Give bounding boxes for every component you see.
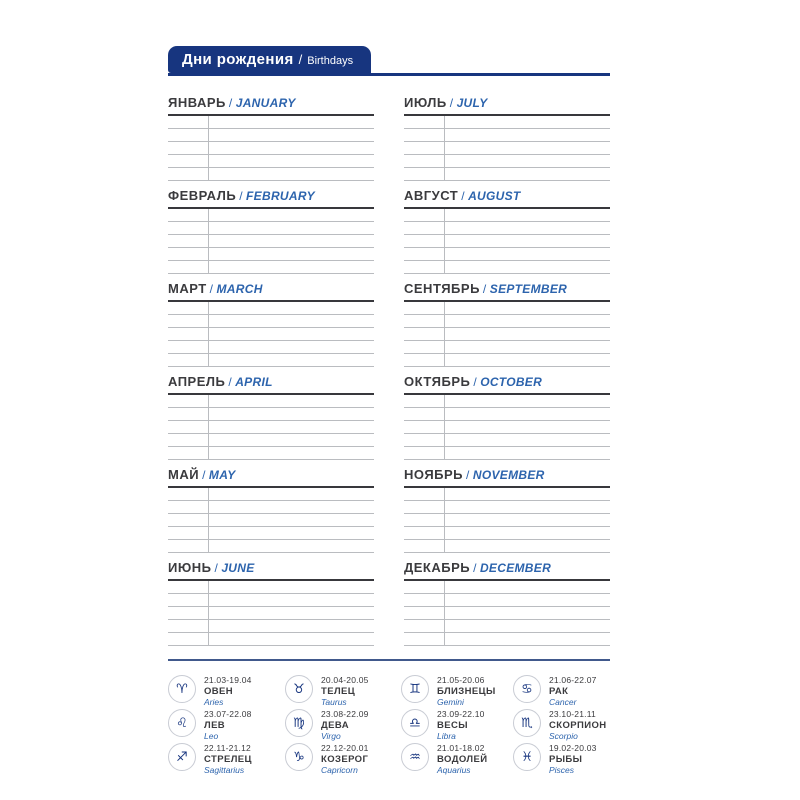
writing-line	[404, 341, 610, 354]
zodiac-name-en: Libra	[437, 731, 456, 741]
zodiac-circle	[168, 743, 196, 771]
zodiac-circle	[168, 709, 196, 737]
writing-line	[168, 222, 374, 235]
month-title	[168, 95, 374, 116]
month-title	[168, 188, 374, 209]
zodiac-circle	[285, 675, 313, 703]
zodiac-name-ru: ДЕВА	[321, 720, 349, 731]
zodiac-entry-text	[437, 743, 487, 776]
writing-line	[404, 222, 610, 235]
zodiac-entry-text	[437, 675, 496, 708]
zodiac-dates: 21.06-22.07	[549, 675, 597, 685]
writing-line	[404, 434, 610, 447]
pisces-icon: ♓	[521, 749, 533, 765]
writing-line	[168, 434, 374, 447]
months-column-right	[404, 95, 610, 653]
month-name-ru: ЯНВАРЬ	[168, 95, 226, 110]
zodiac-name-ru: РАК	[549, 686, 569, 697]
writing-line	[168, 209, 374, 222]
month-title	[404, 374, 610, 395]
month-name-en: JANUARY	[235, 96, 296, 110]
date-column-divider	[208, 488, 209, 553]
title-separator: /	[298, 52, 303, 67]
writing-line	[404, 209, 610, 222]
zodiac-column-4	[513, 675, 610, 777]
writing-line	[168, 341, 374, 354]
writing-line	[168, 315, 374, 328]
writing-line	[168, 408, 374, 421]
zodiac-table	[168, 675, 610, 777]
zodiac-dates: 23.08-22.09	[321, 709, 369, 719]
month-name-en: NOVEMBER	[472, 468, 545, 482]
page-title-tab	[168, 46, 371, 73]
month-name-ru: АВГУСТ	[404, 188, 459, 203]
month-separator: /	[449, 96, 454, 110]
writing-line	[404, 302, 610, 315]
page-title-en: Birthdays	[307, 55, 354, 67]
zodiac-entry-text	[437, 709, 485, 742]
zodiac-column-3	[401, 675, 513, 777]
writing-line	[404, 315, 610, 328]
writing-line	[404, 248, 610, 261]
zodiac-dates: 23.10-21.11	[549, 709, 596, 719]
virgo-icon: ♍	[293, 715, 305, 731]
zodiac-dates: 23.07-22.08	[204, 709, 252, 719]
zodiac-entry-gemini	[401, 675, 513, 709]
writing-line	[168, 155, 374, 168]
zodiac-name-en: Virgo	[321, 731, 341, 741]
zodiac-name-ru: ВЕСЫ	[437, 720, 468, 731]
month-separator: /	[228, 375, 233, 389]
month-name-en: AUGUST	[468, 189, 521, 203]
zodiac-name-ru: ТЕЛЕЦ	[321, 686, 356, 697]
month-block-february	[168, 188, 374, 274]
header-bar	[168, 46, 610, 76]
month-name-en: OCTOBER	[480, 375, 543, 389]
date-column-divider	[208, 209, 209, 274]
zodiac-entry-scorpio	[513, 709, 610, 743]
month-separator: /	[214, 561, 219, 575]
writing-line	[168, 421, 374, 434]
month-title	[404, 188, 610, 209]
libra-icon: ♎	[409, 715, 421, 731]
month-block-july	[404, 95, 610, 181]
month-separator: /	[228, 96, 233, 110]
writing-line	[168, 540, 374, 553]
writing-line	[168, 527, 374, 540]
zodiac-dates: 22.12-20.01	[321, 743, 369, 753]
ruled-writing-area	[168, 581, 374, 646]
writing-line	[168, 328, 374, 341]
month-name-ru: ИЮЛЬ	[404, 95, 447, 110]
writing-line	[168, 302, 374, 315]
zodiac-name-en: Leo	[204, 731, 219, 741]
month-name-en: APRIL	[235, 375, 273, 389]
aquarius-icon: ♒	[409, 749, 421, 765]
ruled-writing-area	[168, 395, 374, 460]
zodiac-circle	[513, 675, 541, 703]
date-column-divider	[444, 302, 445, 367]
writing-line	[168, 248, 374, 261]
zodiac-entry-leo	[168, 709, 285, 743]
writing-line	[404, 235, 610, 248]
writing-line	[404, 633, 610, 646]
zodiac-entry-text	[321, 675, 369, 708]
month-name-ru: ОКТЯБРЬ	[404, 374, 471, 389]
writing-line	[404, 501, 610, 514]
zodiac-dates: 21.05-20.06	[437, 675, 485, 685]
date-column-divider	[444, 395, 445, 460]
writing-line	[404, 421, 610, 434]
date-column-divider	[208, 395, 209, 460]
zodiac-entry-text	[321, 709, 369, 742]
month-block-december	[404, 560, 610, 646]
zodiac-dates: 19.02-20.03	[549, 743, 597, 753]
zodiac-name-en: Sagittarius	[204, 765, 245, 775]
date-column-divider	[208, 302, 209, 367]
month-block-january	[168, 95, 374, 181]
date-column-divider	[444, 488, 445, 553]
zodiac-name-ru: ВОДОЛЕЙ	[437, 754, 488, 765]
month-separator: /	[209, 282, 214, 296]
month-block-june	[168, 560, 374, 646]
zodiac-entry-taurus	[285, 675, 401, 709]
month-title	[168, 374, 374, 395]
zodiac-circle	[401, 709, 429, 737]
zodiac-entry-libra	[401, 709, 513, 743]
month-name-ru: СЕНТЯБРЬ	[404, 281, 480, 296]
zodiac-circle	[168, 675, 196, 703]
month-name-en: FEBRUARY	[246, 189, 315, 203]
zodiac-separator-line	[168, 659, 610, 661]
writing-line	[404, 261, 610, 274]
writing-line	[168, 129, 374, 142]
writing-line	[168, 488, 374, 501]
writing-line	[404, 514, 610, 527]
zodiac-entry-sagittarius	[168, 743, 285, 777]
month-separator: /	[473, 375, 478, 389]
month-name-ru: НОЯБРЬ	[404, 467, 464, 482]
zodiac-entry-text	[549, 743, 597, 776]
ruled-writing-area	[168, 209, 374, 274]
leo-icon: ♌	[176, 715, 188, 731]
month-separator: /	[466, 468, 470, 482]
writing-line	[168, 594, 374, 607]
zodiac-name-en: Scorpio	[549, 731, 578, 741]
taurus-icon: ♉	[293, 681, 305, 697]
month-name-ru: ИЮНЬ	[168, 560, 212, 575]
month-block-november	[404, 467, 610, 553]
zodiac-dates: 21.03-19.04	[204, 675, 252, 685]
date-column-divider	[444, 209, 445, 274]
ruled-writing-area	[404, 488, 610, 553]
month-separator: /	[482, 282, 487, 296]
ruled-writing-area	[168, 302, 374, 367]
zodiac-entry-cancer	[513, 675, 610, 709]
writing-line	[168, 261, 374, 274]
zodiac-entry-aries	[168, 675, 285, 709]
date-column-divider	[444, 116, 445, 181]
month-block-october	[404, 374, 610, 460]
writing-line	[404, 395, 610, 408]
ruled-writing-area	[404, 581, 610, 646]
zodiac-entry-text	[321, 743, 369, 776]
sagittarius-icon: ♐	[176, 749, 188, 765]
month-title	[168, 467, 374, 488]
writing-line	[404, 142, 610, 155]
zodiac-entry-text	[204, 743, 252, 776]
month-separator: /	[202, 468, 206, 482]
zodiac-name-ru: КОЗЕРОГ	[321, 754, 369, 765]
zodiac-entry-capricorn	[285, 743, 401, 777]
writing-line	[404, 488, 610, 501]
date-column-divider	[208, 116, 209, 181]
writing-line	[168, 501, 374, 514]
writing-line	[404, 129, 610, 142]
months-column-left	[168, 95, 374, 653]
month-block-april	[168, 374, 374, 460]
month-title	[404, 281, 610, 302]
month-title	[404, 467, 610, 488]
zodiac-entry-text	[204, 675, 252, 708]
writing-line	[404, 527, 610, 540]
zodiac-name-en: Gemini	[437, 697, 464, 707]
writing-line	[404, 408, 610, 421]
month-name-en: SEPTEMBER	[489, 282, 568, 296]
ruled-writing-area	[404, 116, 610, 181]
page-content	[168, 46, 610, 777]
zodiac-column-1	[168, 675, 285, 777]
writing-line	[404, 155, 610, 168]
zodiac-circle	[513, 709, 541, 737]
zodiac-name-en: Capricorn	[321, 765, 358, 775]
month-name-ru: ФЕВРАЛЬ	[168, 188, 237, 203]
months-grid	[168, 95, 610, 653]
scorpio-icon: ♏	[521, 715, 533, 731]
zodiac-entry-text	[549, 709, 607, 742]
zodiac-dates: 20.04-20.05	[321, 675, 369, 685]
zodiac-name-en: Cancer	[549, 697, 577, 707]
writing-line	[404, 168, 610, 181]
zodiac-entry-text	[204, 709, 252, 742]
zodiac-entry-virgo	[285, 709, 401, 743]
writing-line	[404, 447, 610, 460]
month-separator: /	[473, 561, 477, 575]
zodiac-name-ru: ОВЕН	[204, 686, 234, 697]
ruled-writing-area	[404, 209, 610, 274]
zodiac-dates: 21.01-18.02	[437, 743, 485, 753]
zodiac-circle	[513, 743, 541, 771]
zodiac-circle	[401, 675, 429, 703]
zodiac-circle	[285, 709, 313, 737]
zodiac-name-en: Aries	[204, 697, 224, 707]
month-separator: /	[239, 189, 244, 203]
writing-line	[168, 581, 374, 594]
writing-line	[168, 514, 374, 527]
month-title	[404, 560, 610, 581]
month-block-september	[404, 281, 610, 367]
zodiac-name-ru: СКОРПИОН	[549, 720, 607, 731]
month-separator: /	[461, 189, 466, 203]
zodiac-circle	[285, 743, 313, 771]
zodiac-dates: 22.11-21.12	[204, 743, 251, 753]
zodiac-dates: 23.09-22.10	[437, 709, 485, 719]
month-block-may	[168, 467, 374, 553]
month-name-ru: МАРТ	[168, 281, 207, 296]
writing-line	[404, 354, 610, 367]
capricorn-icon: ♑	[293, 749, 305, 765]
zodiac-name-en: Taurus	[321, 697, 347, 707]
zodiac-entry-aquarius	[401, 743, 513, 777]
month-name-ru: АПРЕЛЬ	[168, 374, 226, 389]
writing-line	[168, 395, 374, 408]
writing-line	[404, 581, 610, 594]
date-column-divider	[208, 581, 209, 646]
month-block-august	[404, 188, 610, 274]
writing-line	[404, 116, 610, 129]
month-name-en: MARCH	[216, 282, 263, 296]
month-name-en: DECEMBER	[479, 561, 552, 575]
writing-line	[168, 620, 374, 633]
zodiac-name-ru: РЫБЫ	[549, 754, 583, 765]
zodiac-circle	[401, 743, 429, 771]
writing-line	[404, 620, 610, 633]
month-title	[404, 95, 610, 116]
month-title	[168, 281, 374, 302]
zodiac-name-ru: БЛИЗНЕЦЫ	[437, 686, 496, 697]
ruled-writing-area	[168, 116, 374, 181]
month-name-ru: ДЕКАБРЬ	[404, 560, 471, 575]
writing-line	[168, 116, 374, 129]
ruled-writing-area	[168, 488, 374, 553]
writing-line	[168, 354, 374, 367]
writing-line	[168, 168, 374, 181]
writing-line	[404, 328, 610, 341]
writing-line	[168, 447, 374, 460]
page-title: Дни рождения	[182, 51, 294, 68]
date-column-divider	[444, 581, 445, 646]
ruled-writing-area	[404, 395, 610, 460]
writing-line	[168, 607, 374, 620]
zodiac-name-ru: ЛЕВ	[204, 720, 226, 731]
zodiac-entry-text	[549, 675, 597, 708]
writing-line	[404, 607, 610, 620]
zodiac-column-2	[285, 675, 401, 777]
writing-line	[168, 633, 374, 646]
month-name-en: MAY	[208, 468, 236, 482]
month-name-ru: МАЙ	[168, 467, 200, 482]
zodiac-name-en: Aquarius	[437, 765, 471, 775]
aries-icon: ♈	[176, 681, 188, 697]
month-name-en: JUNE	[221, 561, 255, 575]
cancer-icon: ♋	[521, 681, 533, 697]
writing-line	[168, 142, 374, 155]
month-block-march	[168, 281, 374, 367]
gemini-icon: ♊	[409, 681, 421, 697]
zodiac-entry-pisces	[513, 743, 610, 777]
writing-line	[404, 594, 610, 607]
zodiac-name-en: Pisces	[549, 765, 575, 775]
month-title	[168, 560, 374, 581]
month-name-en: JULY	[456, 96, 488, 110]
ruled-writing-area	[404, 302, 610, 367]
zodiac-name-ru: СТРЕЛЕЦ	[204, 754, 252, 765]
writing-line	[168, 235, 374, 248]
writing-line	[404, 540, 610, 553]
